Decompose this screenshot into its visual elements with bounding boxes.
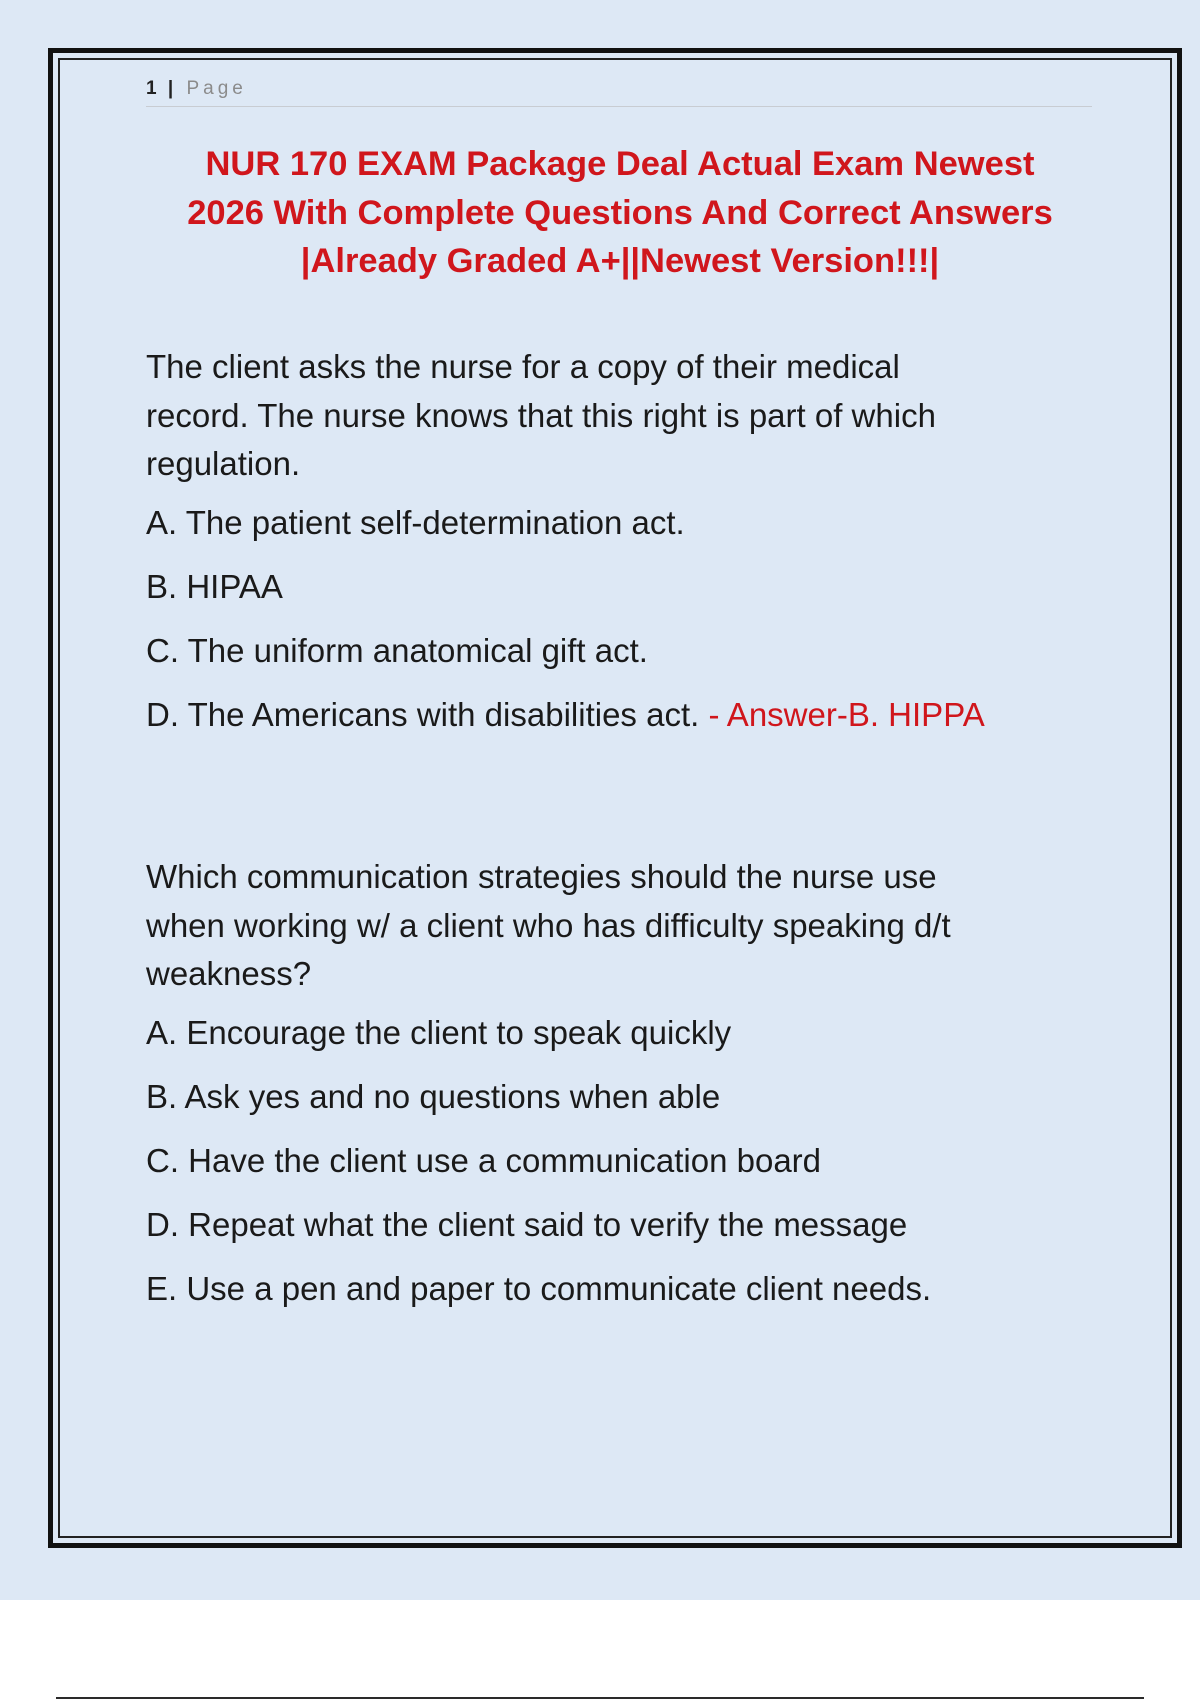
title-line: |Already Graded A+||Newest Version!!!|: [300, 242, 940, 280]
option-d-text: D. The Americans with disabilities act.: [146, 695, 700, 733]
answer-option-e: E. Use a pen and paper to communicate client needs.: [146, 1269, 932, 1307]
correct-answer: - Answer-B. HIPPA: [699, 695, 985, 733]
title-line: NUR 170 EXAM Package Deal Actual Exam Newest: [205, 145, 1035, 183]
page-number-separator: |: [167, 78, 176, 99]
answer-option-a: A. Encourage the client to speak quickly: [146, 1013, 732, 1051]
footer-divider: [56, 1697, 1144, 1699]
document-title: [140, 140, 1100, 286]
question-line: The client asks the nurse for a copy of their medical: [146, 348, 900, 385]
answer-option-c: C. The uniform anatomical gift act.: [146, 631, 648, 669]
title-line: 2026 With Complete Questions And Correct Answers: [187, 193, 1053, 232]
question-line: Which communication strategies should the nurse use: [146, 858, 937, 895]
question-line: regulation.: [146, 445, 301, 482]
question-text: [146, 343, 1106, 489]
answer-option-d: [146, 695, 1106, 735]
answer-option-c: C. Have the client use a communication board: [146, 1141, 822, 1179]
question-line: weakness?: [146, 955, 312, 992]
answer-option-b: B. Ask yes and no questions when able: [146, 1077, 721, 1115]
question-line: record. The nurse knows that this right is part of which: [146, 396, 936, 434]
question-block-1: [146, 343, 1106, 735]
question-text: [146, 853, 1106, 999]
answer-option-d: D. Repeat what the client said to verify the message: [146, 1205, 908, 1243]
question-line: when working w/ a client who has difficulty speaking d/t: [146, 906, 951, 944]
page-label: Page: [186, 78, 247, 99]
question-block-2: [146, 853, 1106, 1309]
page-number: 1: [146, 78, 159, 99]
answer-option-a: A. The patient self-determination act.: [146, 503, 685, 541]
answer-option-b: B. HIPAA: [146, 567, 283, 605]
page-header: [146, 74, 1092, 107]
